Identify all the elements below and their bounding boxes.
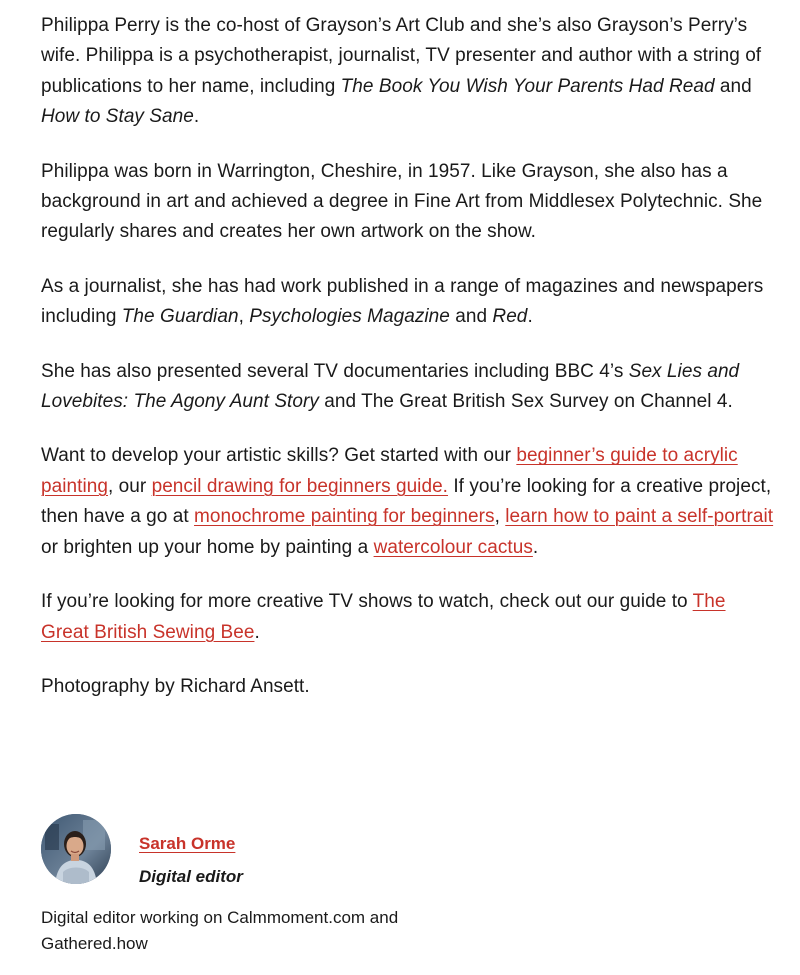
author-photo bbox=[41, 814, 111, 884]
self-portrait-link[interactable]: learn how to paint a self-portrait bbox=[505, 506, 774, 528]
paragraph-text: . bbox=[193, 106, 200, 128]
pencil-drawing-guide-link[interactable]: pencil drawing for beginners guide. bbox=[151, 475, 449, 497]
paragraph-text: . bbox=[532, 536, 539, 558]
sewing-bee-link[interactable]: The Great British Sewing Bee bbox=[41, 591, 726, 643]
paragraph-text: Philippa Perry is the co-host of Grayson’s Art Club and she’s also Grayson’s Perry’s wife. Philippa is a psychotherapist, journalist, TV presenter and author with a string of publications to her name, including bbox=[41, 15, 762, 97]
acrylic-painting-guide-link[interactable]: beginner’s guide to acrylic painting bbox=[41, 445, 738, 497]
publication-name: Red bbox=[492, 306, 528, 328]
monochrome-painting-link[interactable]: monochrome painting for beginners bbox=[194, 506, 495, 528]
paragraph-journalism bbox=[41, 272, 776, 333]
paragraph-text: and The Great British Sex Survey on Channel 4. bbox=[318, 391, 733, 413]
paragraph-text: , our bbox=[107, 475, 152, 497]
paragraph-text: Philippa was born in Warrington, Cheshire, in 1957. Like Grayson, she also has a background in art and achieved a degree in Fine Art from Middlesex Polytechnic. She regularly shares and creates her own artwork on the show. bbox=[41, 160, 763, 243]
documentary-title: Sex Lies and Lovebites: The Agony Aunt Story bbox=[41, 360, 740, 413]
paragraph-background bbox=[41, 157, 776, 248]
paragraph-text: and bbox=[449, 306, 493, 328]
publication-name: Psychologies Magazine bbox=[249, 306, 450, 328]
paragraph-skills bbox=[41, 441, 776, 563]
paragraph-text: If you’re looking for more creative TV shows to watch, check out our guide to bbox=[41, 591, 693, 613]
paragraph-text: , bbox=[238, 306, 250, 328]
book-title: The Book You Wish Your Parents Had Read bbox=[340, 75, 715, 97]
paragraph-text: If you’re looking for a creative project, then have a go at bbox=[41, 475, 772, 528]
publication-name: The Guardian bbox=[121, 306, 239, 328]
article-body bbox=[41, 11, 776, 726]
paragraph-text: or brighten up your home by painting a bbox=[41, 536, 374, 558]
paragraph-text: Want to develop your artistic skills? Get started with our bbox=[41, 445, 517, 467]
paragraph-text: . bbox=[254, 621, 260, 643]
paragraph-documentaries bbox=[41, 357, 776, 418]
paragraph-text: Photography by Richard Ansett. bbox=[41, 675, 310, 697]
paragraph-intro bbox=[41, 11, 776, 133]
paragraph-text: and bbox=[714, 75, 752, 97]
paragraph-text: She has also presented several TV documentaries including BBC 4’s bbox=[41, 360, 629, 382]
paragraph-text: . bbox=[527, 306, 533, 328]
paragraph-text: As a journalist, she has had work published in a range of magazines and newspapers including bbox=[41, 275, 764, 328]
watercolour-cactus-link[interactable]: watercolour cactus bbox=[373, 536, 533, 558]
avatar[interactable] bbox=[41, 814, 111, 884]
photo-credit bbox=[41, 672, 776, 702]
author-name-link[interactable]: Sarah Orme bbox=[139, 834, 236, 853]
author-bio: Digital editor working on Calmmoment.com and Gathered.how bbox=[41, 908, 399, 953]
book-title: How to Stay Sane bbox=[41, 106, 194, 128]
author-role: Digital editor bbox=[139, 867, 243, 886]
paragraph-text: , bbox=[494, 506, 506, 528]
paragraph-tv-shows bbox=[41, 587, 776, 648]
